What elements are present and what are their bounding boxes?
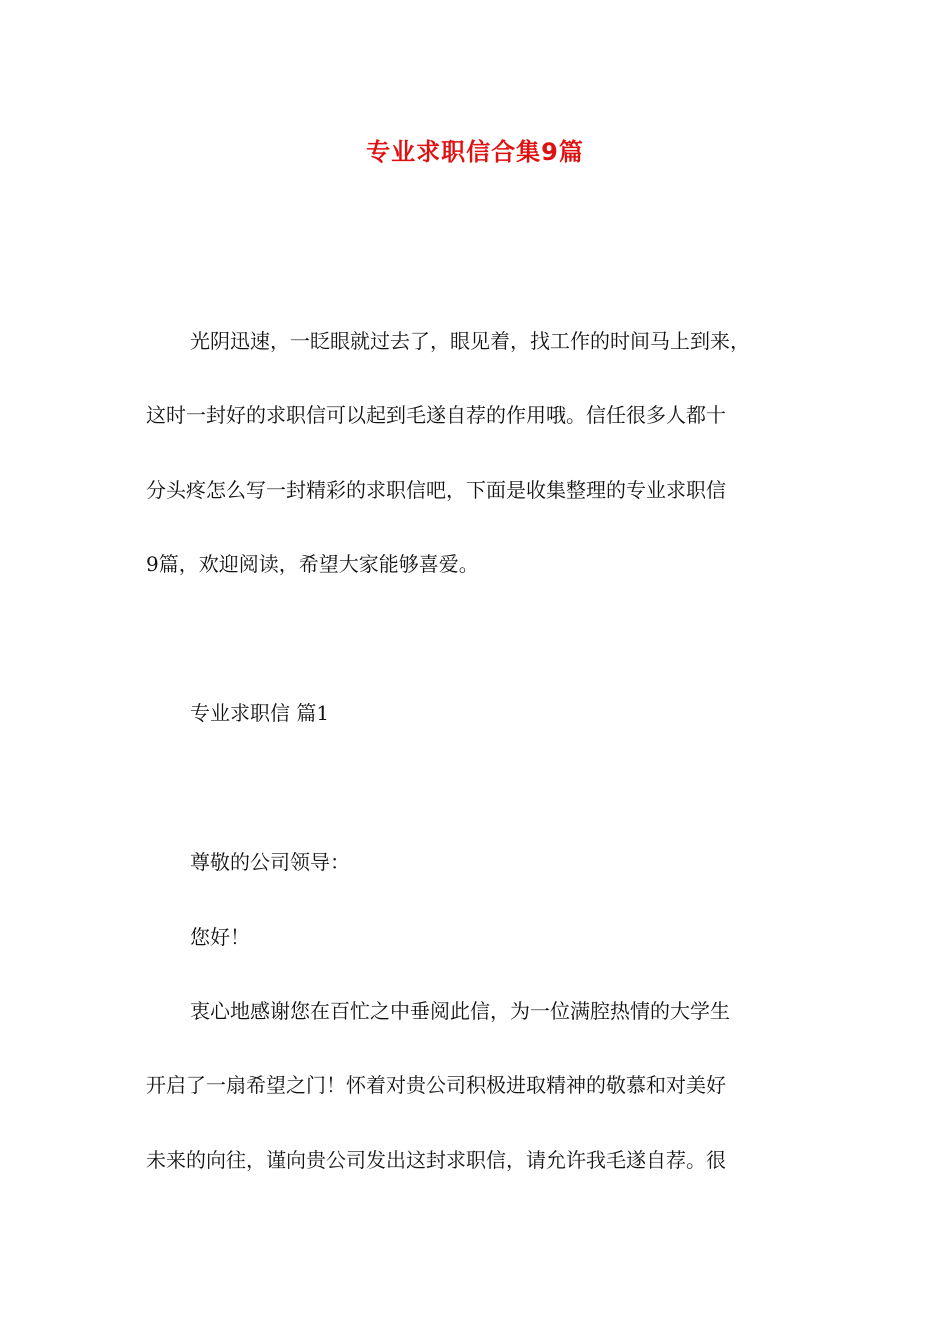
intro-line-4: 9篇，欢迎阅读，希望大家能够喜爱。 [146, 552, 479, 576]
body-line-2: 开启了一扇希望之门！怀着对贵公司积极进取精神的敬慕和对美好 [146, 1073, 726, 1097]
salutation: 尊敬的公司领导： [190, 850, 350, 874]
document-title: 专业求职信合集9篇 [366, 138, 584, 166]
section-heading: 专业求职信 篇1 [190, 701, 330, 725]
body-line-1: 衷心地感谢您在百忙之中垂阅此信，为一位满腔热情的大学生 [190, 999, 730, 1023]
intro-line-2: 这时一封好的求职信可以起到毛遂自荐的作用哦。信任很多人都十 [146, 403, 726, 427]
body-line-3: 未来的向往，谨向贵公司发出这封求职信，请允许我毛遂自荐。很 [146, 1148, 726, 1172]
intro-line-3: 分头疼怎么写一封精彩的求职信吧，下面是收集整理的专业求职信 [146, 478, 726, 502]
intro-line-1: 光阴迅速，一眨眼就过去了，眼见着，找工作的时间马上到来， [190, 329, 750, 353]
greeting: 您好！ [190, 925, 250, 949]
